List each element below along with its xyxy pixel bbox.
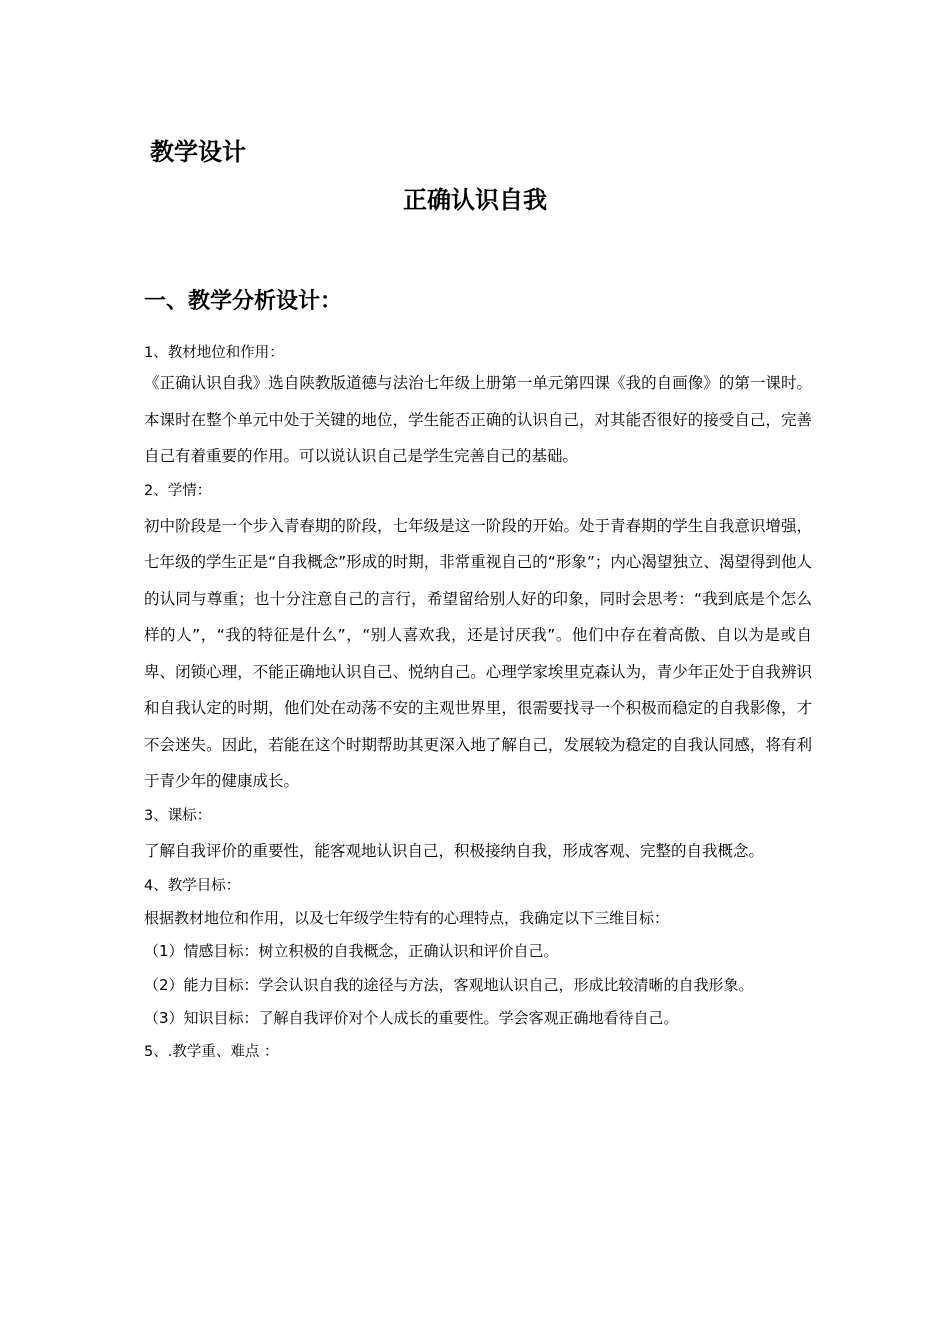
item-heading-teaching-objectives: 4、教学目标： bbox=[144, 877, 241, 894]
paragraph-textbook-position: 《正确认识自我》选自陕教版道德与法治七年级上册第一单元第四课《我的自画像》的第一课时。本课时在整个单元中处于关键的地位，学生能否正确的认识自己，对其能否很好的接受自己，完善自己有着重要的作用。可以说认识自己是学生完善自己的基础。 bbox=[144, 374, 812, 465]
objective-knowledge: （3）知识目标：了解自我评价对个人成长的重要性。学会客观正确地看待自己。 bbox=[144, 1009, 679, 1027]
document-label: 教学设计 bbox=[150, 138, 246, 166]
document-title: 正确认识自我 bbox=[403, 186, 547, 214]
section-heading: 一、教学分析设计： bbox=[144, 289, 343, 314]
item-heading-key-difficult-points: 5、.教学重、难点 ： bbox=[144, 1043, 279, 1060]
paragraph-curriculum-standard: 了解自我评价的重要性，能客观地认识自己，积极接纳自我，形成客观、完整的自我概念。 bbox=[144, 841, 765, 860]
item-heading-student-situation: 2、学情： bbox=[144, 483, 212, 499]
document-body bbox=[144, 336, 812, 1068]
paragraph-objectives-intro: 根据教材地位和作用，以及七年级学生特有的心理特点，我确定以下三维目标： bbox=[144, 909, 670, 927]
objective-emotion: （1）情感目标：树立积极的自我概念，正确认识和评价自己。 bbox=[144, 942, 559, 960]
item-heading-textbook-position: 1、教材地位和作用： bbox=[144, 344, 284, 361]
paragraph-student-situation: 初中阶段是一个步入青春期的阶段，七年级是这一阶段的开始。处于青春期的学生自我意识增强，七年级的学生正是“自我概念”形成的时期，非常重视自己的“形象”；内心渴望独立、渴望得到他人的认同与尊重；也十分注意自己的言行，希望留给别人好的印象，同时会思考：“我到底是个怎么样的人”，“我的特征是什么”，“别人喜欢我，还是讨厌我”。他们中存在着高傲、自以为是或自卑、闭锁心理，不能正确地认识自己、悦纳自己。心理学家埃里克森认为，青少年正处于自我辨识和自我认定的时期，他们处在动荡不安的主观世界里，很需要找寻一个积极而稳定的自我影像，才不会迷失。因此，若能在这个时期帮助其更深入地了解自己，发展较为稳定的自我认同感，将有利于青少年的健康成长。 bbox=[144, 516, 812, 790]
item-heading-curriculum-standard: 3、课标： bbox=[144, 808, 212, 824]
objective-ability: （2）能力目标：学会认识自我的途径与方法，客观地认识自己，形成比较清晰的自我形象。 bbox=[144, 976, 754, 994]
